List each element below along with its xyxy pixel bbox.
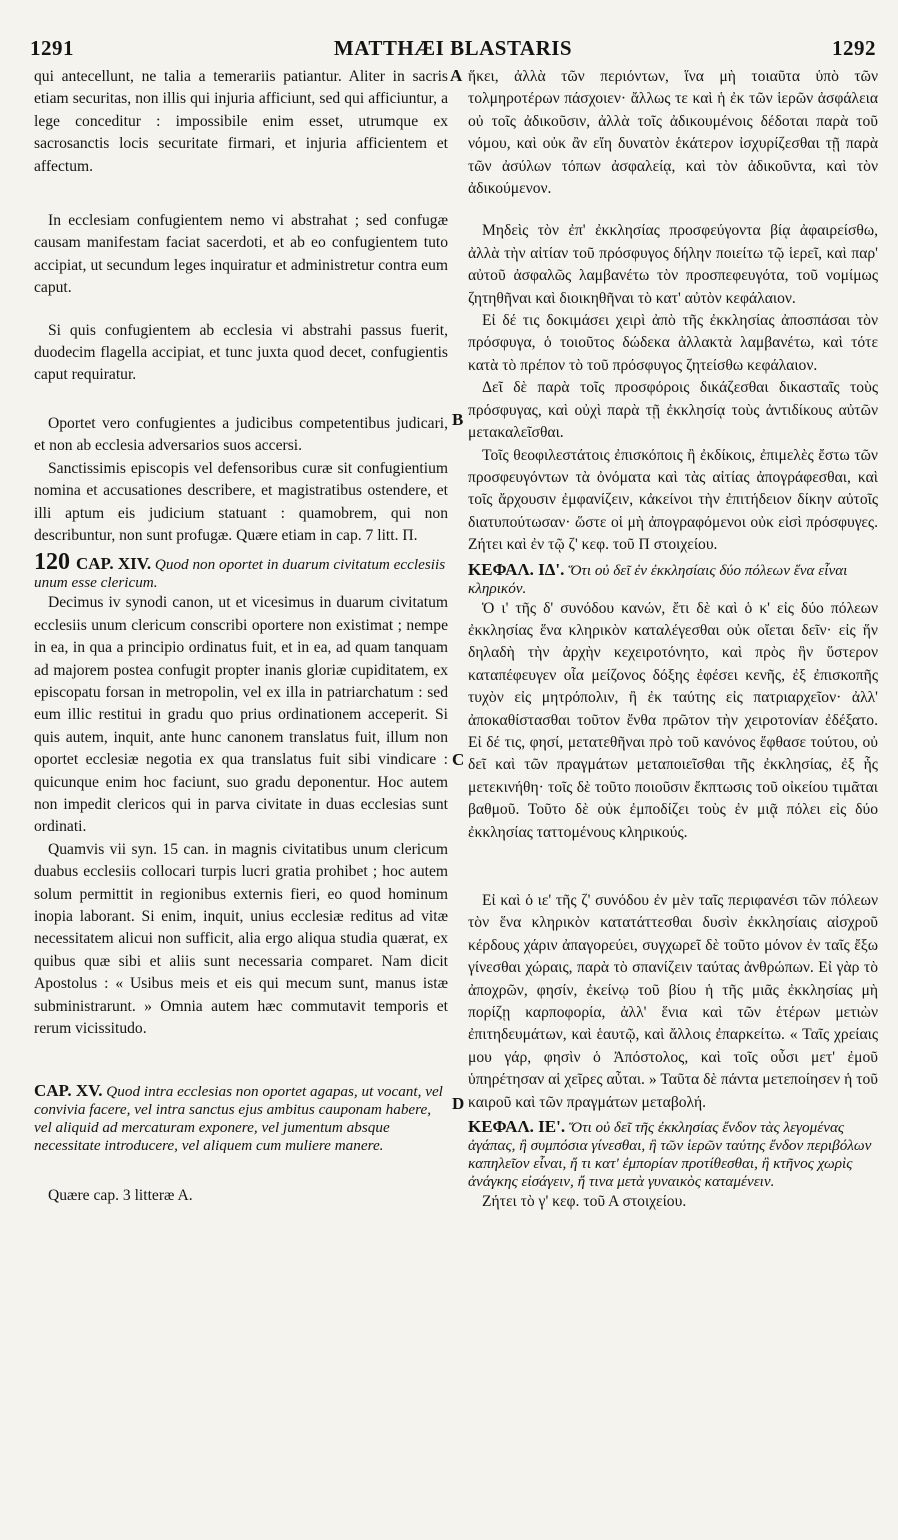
- greek-column: [468, 66, 878, 1526]
- margin-letter-d: D: [452, 1094, 465, 1113]
- chapter-label: CAP. XV.: [34, 1081, 103, 1101]
- page-number-right: 1292: [832, 36, 876, 60]
- greek-chapter-15-heading: [468, 1118, 878, 1191]
- margin-letter-a: A: [450, 66, 463, 85]
- greek-paragraph: Εἰ δέ τις δοκιμάσει χειρὶ ἀπὸ τῆς ἐκκλησίας ἀποσπάσαι τὸν πρόσφυγα, ὁ τοιοῦτος δώδεκα ἀλλακτὰ λαμβανέτω, καὶ τότε κατὰ τὸ πρέπον τὸ τοῦ πρόσφυγος ζητείσθω κεφάλαιον.: [468, 312, 878, 374]
- chapter-title: Quod non oportet in duarum civitatum ecclesiis unum esse clericum.: [34, 556, 446, 592]
- latin-paragraph: Quære cap. 3 litteræ A.: [48, 1187, 193, 1205]
- chapter-title: Quod intra ecclesias non oportet agapas, ut vocant, vel convivia facere, vel intra sanctus ejus ambitus cauponam habere, vel aliquid ad mercaturam exponere, vel jumentum absque necessitate introducere, vel aliquem cum muliere manere.: [34, 1083, 443, 1155]
- latin-paragraph: qui antecellunt, ne talia a temerariis patiantur. Aliter in sacris etiam securitas, non illis qui injuria afficiunt, sed qui afficiuntur, a lege conceditur : impossibile enim esset, utrumque ex sacrosanctis locis securitate firmari, et injuria afficientem et affectum.: [34, 68, 448, 175]
- chapter-label: CAP. XIV.: [76, 554, 152, 574]
- latin-paragraph: Oportet vero confugientes a judicibus competentibus judicari, et non ab ecclesia adversarios suos accersi.: [34, 414, 448, 455]
- latin-column: [34, 66, 448, 1526]
- chapter-title: Ὅτι οὐ δεῖ τῆς ἐκκλησίας ἔνδον τὰς λεγομένας ἀγάπας, ἢ συμπόσια γίνεσθαι, ἢ τῶν ἱερῶν ταύτης ἔνδον περιβόλων καπηλεῖον εἶναι, ἤ τι κατ' ἐμπορίαν προτίθεσθαι, ἢ κτῆνος χωρὶς ἀνάγκης εἰσάγειν, ἤ τινα μετὰ γυναικὸς καταμένειν.: [468, 1119, 872, 1191]
- latin-paragraph: Si quis confugientem ab ecclesia vi abstrahi passus fuerit, duodecim flagella accipiat, et tunc juxta quod decet, confugientis caput requiratur.: [34, 321, 448, 384]
- page-header: [30, 36, 876, 62]
- greek-paragraph: Ζήτει τὸ γ' κεφ. τοῦ Α στοιχείου.: [482, 1193, 687, 1211]
- latin-paragraph: Quamvis vii syn. 15 can. in magnis civitatibus unum clericum duabus ecclesiis collocari turpis lucri gratia prohibet ; hoc autem solum permittit in regionibus externis fieri, eo quod hominum inopia laborant. Si enim, inquit, unius ecclesiæ reditus ad vitæ necessitatem alicui non sufficit, alia ergo aliqua studia quærat, ex quibus quæ sibi et aliis sunt necessaria comparet. Nam dicit Apostolus : « Usibus meis et eis qui mecum sunt, manus istæ subministrarunt. » Omnia autem hæc commutavit temporis et rerum vicissitudo.: [34, 840, 448, 1038]
- latin-paragraph: Sanctissimis episcopis vel defensoribus curæ sit confugientium nomina et accusationes describere, et magistratibus ostendere, et illi aptum eis judicium statuant : quamobrem, qui non describuntur, non sunt profugæ. Quære etiam in cap. 7 litt. Π.: [34, 459, 448, 544]
- margin-letter-b: B: [452, 410, 464, 429]
- greek-chapter-14-heading: [468, 561, 878, 598]
- margin-letter-c: C: [452, 750, 465, 769]
- greek-paragraph: Εἰ καὶ ὁ ιε' τῆς ζ' συνόδου ἐν μὲν ταῖς περιφανέσι τῶν πόλεων τὸν ἕνα κληρικὸν κατατάττεσθαι δυσὶν ἐκκλησίαις αἰσχροῦ κέρδους χάριν ἀπαγορεύει, συγχωρεῖ δὲ τοῦτο μόνον ἐν ταῖς ἔξω γίνεσθαι χώραις, παρὰ τὸ σπανίζειν ταύτας ἀνθρώπων. Εἰ γὰρ τὸ ἀποχρῶν, φησίν, ἐκείνῳ τοῦ βίου ἡ τῆς μιᾶς ἐκκλησίας μὴ πορίζῃ καρποφορία, ἀλλ' ἕνια καὶ τῶν ἑτέρων μετιὼν ἐπιτηδευμάτων, καὶ ἑαυτῷ, καὶ ἄλλοις ἐπαρκείτω. « Ταῖς χρείαις μου γάρ, φησὶν ὁ Ἀπόστολος, καὶ τοῖς οὖσι μετ' ἐμοῦ ὑπηρέτησαν αἱ χεῖρες αὗται. » Ταῦτα δὲ πάντα μετεποίησεν ἡ τοῦ καιροῦ καὶ τῶν πραγμάτων μεταβολή.: [468, 892, 878, 1111]
- latin-chapter-14-heading: [34, 549, 448, 592]
- section-number: 120: [34, 549, 70, 576]
- chapter-label: ΚΕΦΑΛ. ΙΕ'.: [468, 1117, 566, 1137]
- greek-paragraph: Δεῖ δὲ παρὰ τοῖς προσφόροις δικάζεσθαι δικασταῖς τοὺς πρόσφυγας, καὶ οὐχὶ παρὰ τῇ ἐκκλησίᾳ τοὺς ἀντιδίκους αὐτῶν μετακαλεῖσθαι.: [468, 379, 878, 442]
- greek-paragraph: Τοῖς θεοφιλεστάτοις ἐπισκόποις ἢ ἐκδίκοις, ἐπιμελὲς ἔστω τῶν προσφευγόντων τὰ ὀνόματα καὶ τὰς αἰτίας ἀπογράφεσθαι, καὶ τοῖς ἄρχουσιν ἐμφανίζειν, κἀκείνοι τὴν ἐπιτήδειον δίκην αὐτοῖς διατυπούτωσαν· ὥστε οἱ μὴ ἀπογραφόμενοι οὐκ εἰσὶ πρόσφυγες. Ζήτει καὶ ἐν τῷ ζ' κεφ. τοῦ Π στοιχείου.: [468, 446, 878, 554]
- greek-paragraph: Ὁ ι' τῆς δ' συνόδου κανών, ἔτι δὲ καὶ ὁ κ' εἰς δύο πόλεων ἐκκλησίας ἕνα κληρικὸν καταλέγεσθαι οὐκ οἴεται δεῖν· εἰς ἥν δηλαδὴ τὴν ἀρχὴν κεχειροτόνητο, καὶ πρὸς ἣν ὕστερον καταπέφευγεν οἷα μείζονος δόξης ἐφέσει κενῆς, ἐξ ἐπισκοπῆς τυχὸν εἰς μητρόπολιν, ἢ ἐκ ταύτης εἰς πατριαρχεῖον· ἀλλ' ἀποκαθίστασθαι τοῦτον ἔνθα πρῶτον τὴν χειροτονίαν ἐδέξατο. Εἰ δέ τις, φησί, μετατεθῆναι πρὸ τοῦ κανόνος ἔφθασε τούτου, οὐ δεῖ καὶ τῶν πραγμάτων μεταποιεῖσθαι τῆς ἐκκλησίας, ἐξ ἧς μετεκινήθη· τοῖς δὲ τοῦτο ποιοῦσιν ἔκπτωσις τοῦ οἰκείου τιμᾶται βαθμοῦ. Τοῦτο δὲ οὐκ ἐμποδίζει τοὺς ἐν μιᾷ πόλει εἰς δύο ἐκκλησίας ταττομένους κληρικούς.: [468, 599, 878, 841]
- latin-paragraph: In ecclesiam confugientem nemo vi abstrahat ; sed confugæ causam manifestam faciat sacerdoti, et ab eo confugientem tuto accipiat, ut secundum leges inquiratur et administretur contra eum caput.: [34, 212, 448, 297]
- latin-paragraph: Decimus iv synodi canon, ut et vicesimus in duarum civitatum ecclesiis unum clericum conscribi oportere non existimat ; nempe in ea, in qua a principio ordinatus fuit, et in ea, ad quam tanquam ad majorem postea confugit propter inanis gloriæ cupiditatem, ex episcopatu forsan in metropolin, vel ex illa in patriarchatum : sed eum illic restitui in gradu quo prius ordinationem acceperit. Si quis autem, inquit, ante hunc canonem translatus fuit, illum non oportet ecclesiæ negotia ex qua translatus fuit sibi vindicare : quicunque enim hoc faciunt, suo gradu deponentur. Hoc autem non impedit clericos qui in parva civitate in duas ecclesias sunt ordinati.: [34, 594, 448, 836]
- greek-paragraph: Μηδεὶς τὸν ἐπ' ἐκκλησίας προσφεύγοντα βίᾳ ἀφαιρείσθω, ἀλλὰ τὴν αἰτίαν τοῦ πρόσφυγος δήλην ποιείτω τῷ ἱερεῖ, καὶ παρ' αὐτοῦ ἀσφαλῶς λαμβανέτω τὸν προσπεφευγότα, τοῦ νομίμως ζητηθῆναι καὶ διοικηθῆναι τὸ κατ' αὐτὸν κεφάλαιον.: [468, 222, 878, 307]
- chapter-label: ΚΕΦΑΛ. ΙΔ'.: [468, 559, 565, 579]
- page-number-left: 1291: [30, 36, 74, 60]
- greek-paragraph: ἥκει, ἀλλὰ τῶν περιόντων, ἵνα μὴ τοιαῦτα ὑπὸ τῶν τολμηροτέρων πάσχοιεν· ἄλλως τε καὶ ἡ ἐκ τῶν ἱερῶν ἀσφάλεια οὐ τοῖς ἀδικοῦσιν, ἀλλὰ τοῖς ἀδικουμένοις δέδοται παρὰ τοῦ νόμου, καὶ οὐκ ἂν εἴη δυνατὸν ἑκάτερον ἰσχυρίζεσθαι τῇ παρὰ τῶν ἀσύλων τόπων ἀσφαλείᾳ, καὶ τὸν ἀδικοῦντα, καὶ τὸν ἀδικούμενον.: [468, 68, 878, 198]
- latin-chapter-15-heading: [34, 1082, 448, 1155]
- chapter-title: Ὅτι οὐ δεῖ ἐν ἐκκλησίαις δύο πόλεων ἕνα εἶναι κληρικόν.: [468, 561, 848, 597]
- running-title: MATTHÆI BLASTARIS: [333, 36, 573, 60]
